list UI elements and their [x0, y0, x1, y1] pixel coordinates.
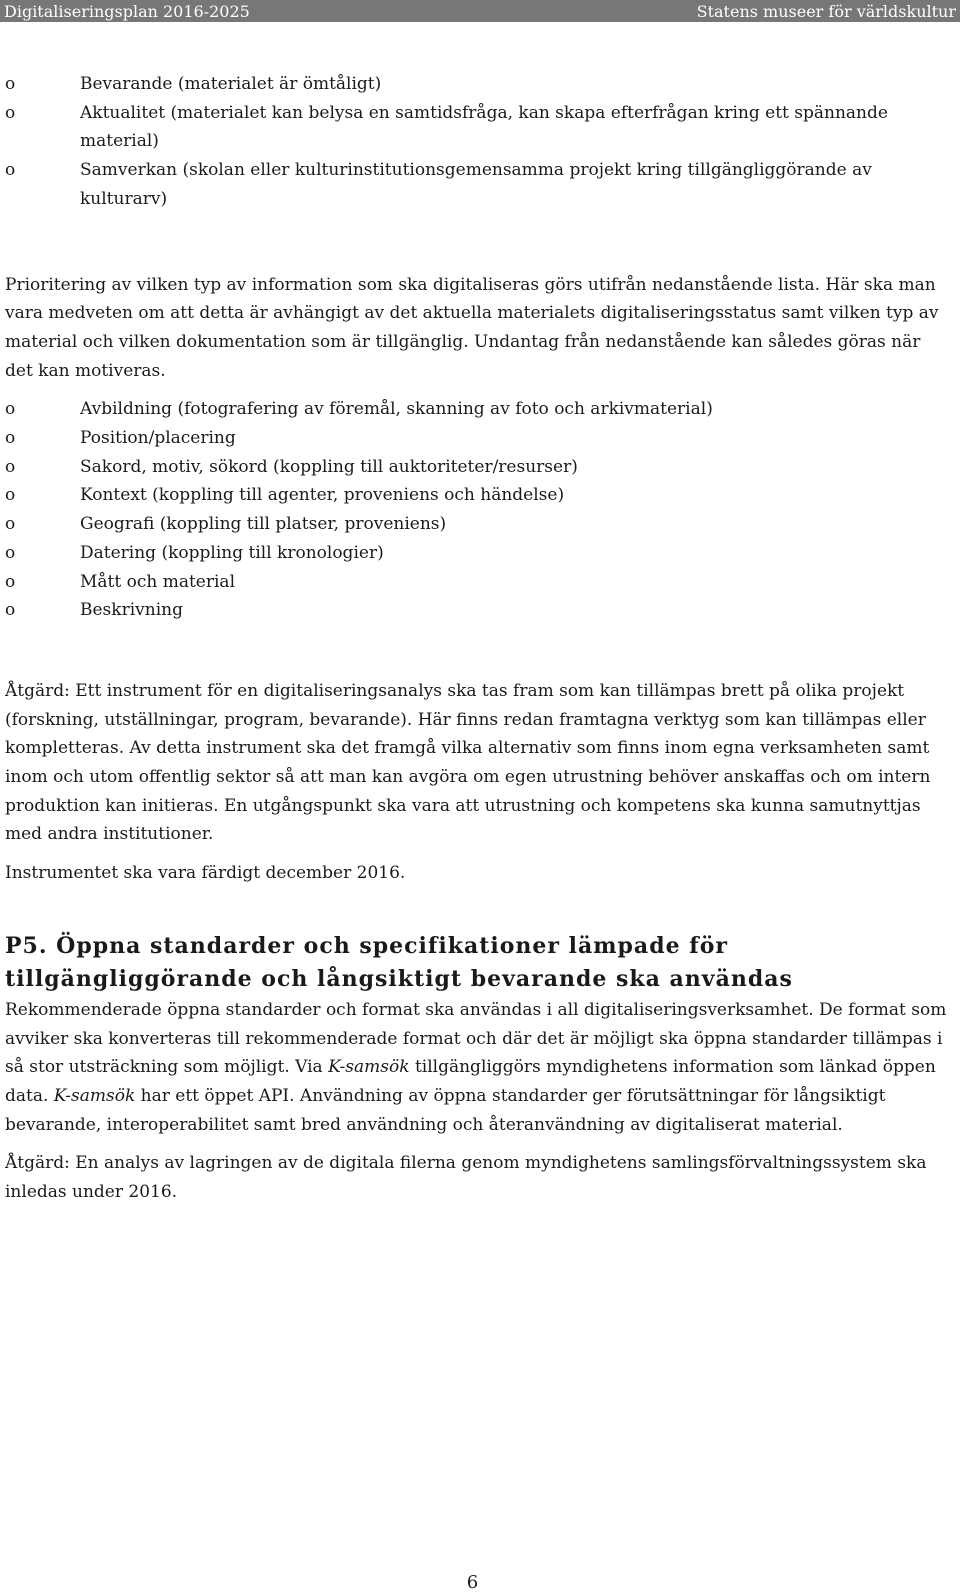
- list-item-text: Mått och material: [80, 571, 236, 592]
- paragraph-instrumentet-deadline: Instrumentet ska vara färdigt december 2016.: [5, 863, 406, 884]
- list-item-text: Position/placering: [80, 428, 236, 449]
- paragraph-atgard-storage: Åtgärd: En analys av lagringen av de digitala filerna genom myndighetens samlingsförvaltningssystem ska inledas under 2016.: [5, 1153, 927, 1203]
- list-item: [5, 481, 950, 510]
- list-bullet: o: [5, 74, 16, 94]
- list-item-text: Geografi (koppling till platser, proveniens): [80, 514, 447, 535]
- list-item: [5, 453, 950, 482]
- paragraph-text: Rekommenderade öppna standarder och format ska användas i all digitaliseringsverksamhet. De format som avviker ska konverteras till rekommenderade format och där det är möjligt ska öppna standarder tillämpas i så stor utsträckning som möjligt. Via: [5, 999, 947, 1078]
- list-item-text: Avbildning (fotografering av föremål, skanning av foto och arkivmaterial): [80, 399, 713, 420]
- list-item: [5, 539, 950, 568]
- list-bullet: o: [5, 428, 16, 449]
- ksamsok-reference: K-samsök: [53, 1085, 136, 1106]
- list-bullet: o: [5, 485, 16, 506]
- list-item: [5, 395, 950, 424]
- page-content: [5, 70, 950, 1207]
- paragraph-text: tillgängliggörs myndighetens information som länkad öppen data.: [5, 1057, 936, 1106]
- list-item-text: Sakord, motiv, sökord (koppling till auktoriteter/resurser): [80, 456, 578, 477]
- list-item: [5, 596, 950, 625]
- header-organization: Statens museer för världskultur: [696, 1, 956, 21]
- list-item: [5, 424, 950, 453]
- list-item-text: Datering (koppling till kronologier): [80, 542, 384, 563]
- list-bullet: o: [5, 514, 16, 535]
- header-document-title: Digitaliseringsplan 2016-2025: [4, 1, 250, 21]
- list-item: [5, 70, 950, 99]
- section-heading-p5: P5. Öppna standarder och specifikationer lämpade för tillgängliggörande och långsiktigt bevarande ska användas: [5, 932, 793, 992]
- paragraph-open-standards: [5, 996, 950, 1140]
- list-item-text: Kontext (koppling till agenter, proveniens och händelse): [80, 485, 565, 506]
- list-bullet: o: [5, 542, 16, 563]
- list-bullet: o: [5, 456, 16, 477]
- list-item: [5, 99, 950, 156]
- list-item: [5, 510, 950, 539]
- list-item-text: Samverkan (skolan eller kulturinstitutionsgemensamma projekt kring tillgängliggörande av kulturarv): [80, 160, 872, 209]
- list-item: [5, 568, 950, 597]
- paragraph-prioritering: Prioritering av vilken typ av information som ska digitaliseras görs utifrån nedanstående lista. Här ska man vara medveten om att detta är avhängigt av det aktuella materialets digitaliseringsstatus samt vilken typ av material och vilken dokumentation som är tillgänglig. Undantag från nedanstående kan således göras när det kan motiveras.: [5, 274, 939, 381]
- criteria-list: [5, 70, 950, 214]
- list-bullet: o: [5, 160, 16, 181]
- list-bullet: o: [5, 600, 16, 621]
- ksamsok-reference: K-samsök: [328, 1057, 410, 1078]
- list-bullet: o: [5, 102, 16, 123]
- list-bullet: o: [5, 571, 16, 592]
- list-item-text: Aktualitet (materialet kan belysa en samtidsfråga, kan skapa efterfrågan kring ett spännande material): [80, 102, 888, 152]
- list-item-text: Bevarande (materialet är ömtåligt): [80, 74, 382, 94]
- list-item-text: Beskrivning: [80, 600, 183, 621]
- page-number: 6: [466, 1572, 479, 1593]
- list-item: [5, 156, 950, 213]
- paragraph-text: har ett öppet API. Användning av öppna standarder ger förutsättningar för långsiktigt bevarande, interoperabilitet samt bred användning och återanvändning av digitaliserat material.: [5, 1085, 886, 1135]
- paragraph-atgard-instrument: Åtgärd: Ett instrument för en digitaliseringsanalys ska tas fram som kan tillämpas brett på olika projekt (forskning, utställningar, program, bevarande). Här finns redan framtagna verktyg som kan tillämpas eller kompletteras. Av detta instrument ska det framgå vilka alternativ som finns inom egna verksamheten samt inom och utom offentlig sektor så att man kan avgöra om egen utrustning behöver anskaffas och om intern produktion kan initieras. En utgångspunkt ska vara att utrustning och kompetens ska kunna samutnyttjas med andra institutioner.: [5, 680, 931, 845]
- information-type-list: [5, 395, 950, 625]
- page-header: [0, 0, 960, 22]
- list-bullet: o: [5, 399, 16, 420]
